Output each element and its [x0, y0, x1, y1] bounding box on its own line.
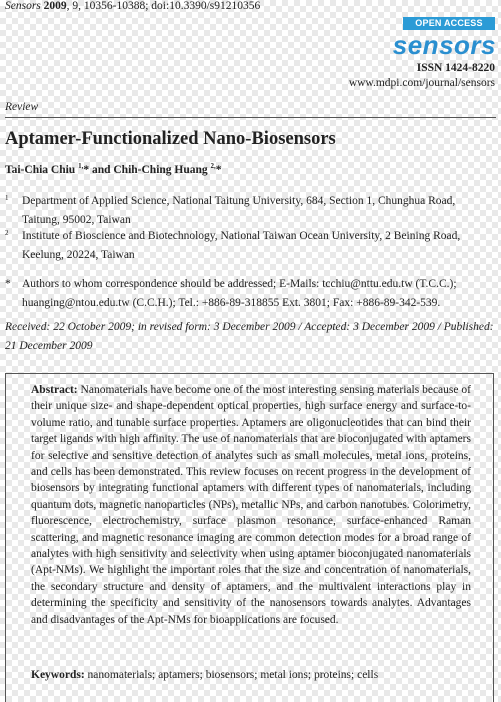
abstract [31, 382, 471, 628]
authors-line [5, 162, 222, 176]
author-2-mark: * [215, 163, 222, 176]
affiliation-1-number: 1 [5, 194, 9, 202]
author-2-affiliation: 2, [210, 162, 216, 170]
abstract-text: Nanomaterials have become one of the most interesting sensing materials because of their unique size- and shape-dependent optical properties, high surface energy and surface-to-volume ratio, and tunable surface properties. Aptamers are oligonucleotides that can bind their target ligands with high affinity. The use of nanomaterials that are bioconjugated with aptamers for selective and sensitive detection of analytes such as small molecules, metal ions, proteins, and cells has been demonstrated. This review focuses on recent progress in the development of biosensors by integrating functional aptamers with different types of nanomaterials, including quantum dots, magnetic nanoparticles (NPs), metallic NPs, and carbon nanotubes. Colorimetry, fluorescence, electrochemistry, surface plasmon resonance, surface-enhanced Raman scattering, and magnetic resonance imaging are common detection modes for a broad range of analytes with high sensitivity and selectivity when using aptamer bioconjugated nanomaterials (Apt-NMs). We highlight the important roles that the size and concentration of nanomaterials, the secondary structure and density of aptamers, and the multivalent interactions play in determining the specificity and sensitivity of the nanosensors towards analytes. Advantages and disadvantages of the Apt-NMs for bioapplications are focused. [31, 384, 471, 626]
affiliation-2-number: 2 [5, 229, 9, 237]
affiliation-1-text: Department of Applied Science, National Taitung University, 684, Section 1, Chunghua Road, Taitung, 95002, Taiwan [22, 195, 456, 226]
citation-line [5, 0, 260, 12]
issn: ISSN 1424-8220 [416, 62, 495, 74]
journal-name: Sensors [5, 0, 41, 12]
correspondence-mark: * [5, 278, 11, 290]
correspondence-text: Authors to whom correspondence should be addressed; E-Mails: tcchiu@nttu.edu.tw (T.C.C.); huanging@ntou.edu.tw (C.C.H.); Tel.: +886-89-318855 Ext. 3801; Fax: +886-89-342-539. [22, 278, 457, 309]
keywords [31, 669, 471, 681]
journal-logo: sensors [392, 30, 496, 60]
volume-pages-doi: , 9, 10356-10388; doi:10.3390/s91210356 [66, 0, 261, 12]
affiliation-1 [5, 192, 495, 230]
keywords-text: nanomaterials; aptamers; biosensors; metal ions; proteins; cells [84, 669, 379, 681]
journal-year: 2009 [43, 0, 67, 12]
author-1-affiliation: 1, [78, 162, 84, 170]
correspondence-note [5, 275, 495, 313]
author-2: * and Chih-Ching Huang [83, 163, 211, 176]
article-title: Aptamer-Functionalized Nano-Biosensors [5, 129, 336, 149]
publication-dates: Received: 22 October 2009; in revised form: 3 December 2009 / Accepted: 3 December 2009 / Published: 21 December 2009 [5, 321, 494, 352]
author-1: Tai-Chia Chiu [5, 163, 79, 176]
abstract-label: Abstract: [31, 384, 78, 396]
affiliation-2 [5, 227, 495, 265]
article-type: Review [5, 101, 39, 113]
header-divider [5, 117, 496, 118]
open-access-badge: OPEN ACCESS [403, 17, 495, 30]
journal-url[interactable]: www.mdpi.com/journal/sensors [348, 77, 495, 89]
keywords-label: Keywords: [31, 669, 85, 681]
affiliation-2-text: Institute of Bioscience and Biotechnology, National Taiwan Ocean University, 2 Beining Road, Keelung, 20224, Taiwan [22, 230, 461, 261]
